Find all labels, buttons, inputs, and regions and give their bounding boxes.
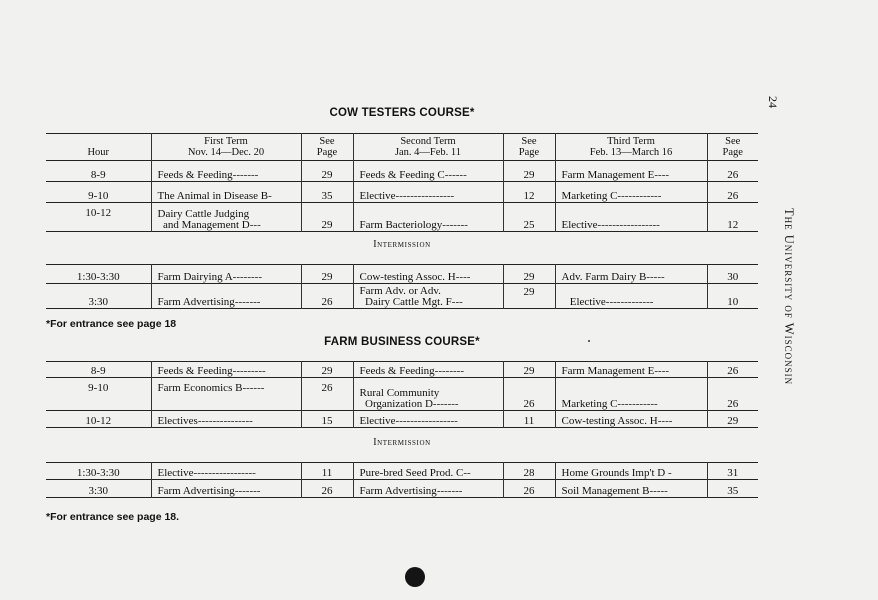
course-cell: Farm Economics B------ — [151, 378, 301, 411]
course-cell: Farm Dairying A-------- — [151, 265, 301, 284]
intermission-label: Intermission — [373, 437, 431, 448]
page-cell: 29 — [301, 265, 353, 284]
page-cell: 29 — [503, 284, 555, 309]
header-see-page-1: See Page — [301, 134, 353, 161]
page-cell: 26 — [301, 378, 353, 411]
course-cell: Farm Bacteriology------- — [353, 202, 503, 231]
page-cell: 26 — [301, 284, 353, 309]
course-cell: Farm Advertising------- — [151, 284, 301, 309]
course-cell: Feeds & Feeding C------ — [353, 160, 503, 181]
table-row — [46, 160, 758, 181]
header-first-term: First Term Nov. 14—Dec. 20 — [151, 134, 301, 161]
course-cell: Electives--------------- — [151, 411, 301, 428]
page-cell: 11 — [503, 411, 555, 428]
hour-cell: 9-10 — [88, 189, 109, 202]
header-third-term: Third Term Feb. 13—March 16 — [555, 134, 707, 161]
running-head: The University of Wisconsin — [782, 208, 796, 386]
course-cell: Feeds & Feeding-------- — [353, 362, 503, 378]
hour-cell: 10-12 — [85, 415, 112, 427]
page-cell: 29 — [707, 411, 758, 428]
course-cell: Feeds & Feeding--------- — [151, 362, 301, 378]
hour-cell: 8-9 — [90, 168, 106, 181]
page-cell: 26 — [503, 378, 555, 411]
course-cell: Cow-testing Assoc. H---- — [353, 265, 503, 284]
entrance-note: *For entrance see page 18. — [46, 511, 180, 523]
farm-course-title: FARM BUSINESS COURSE* — [324, 336, 480, 348]
table-row — [46, 284, 758, 309]
course-cell: Elective---------------- — [353, 181, 503, 202]
page-cell: 29 — [503, 160, 555, 181]
page-cell: 30 — [707, 265, 758, 284]
course-cell: Pure-bred Seed Prod. C-- — [353, 463, 503, 480]
page-cell: 12 — [503, 181, 555, 202]
page-cell: 29 — [503, 362, 555, 378]
course-cell: Farm Management E---- — [555, 362, 707, 378]
course-cell: Elective------------- — [555, 284, 707, 309]
page-cell: 31 — [707, 463, 758, 480]
course-cell: Rural Community Organization D------- — [353, 378, 503, 411]
table-row — [46, 265, 758, 284]
page-cell: 29 — [503, 265, 555, 284]
page-cell: 11 — [301, 463, 353, 480]
course-cell: Elective----------------- — [555, 202, 707, 231]
ink-blot — [405, 567, 425, 587]
course-cell: Home Grounds Imp't D - — [555, 463, 707, 480]
page-cell: 29 — [301, 362, 353, 378]
page-cell: 35 — [707, 480, 758, 498]
page-cell: 15 — [301, 411, 353, 428]
table-row — [46, 378, 758, 411]
header-see-page-3: See Page — [707, 134, 758, 161]
page-cell: 26 — [707, 362, 758, 378]
page-cell: 26 — [503, 480, 555, 498]
table-row — [46, 181, 758, 202]
cow-course-title: COW TESTERS COURSE* — [329, 107, 475, 119]
page-cell: 26 — [707, 160, 758, 181]
header-second-term: Second Term Jan. 4—Feb. 11 — [353, 134, 503, 161]
page-cell: 28 — [503, 463, 555, 480]
page-cell: 29 — [301, 160, 353, 181]
cow-course-afternoon — [46, 264, 758, 309]
course-cell: Soil Management B----- — [555, 480, 707, 498]
table-row — [46, 411, 758, 428]
farm-course-morning — [46, 361, 758, 428]
course-cell: Marketing C------------ — [555, 181, 707, 202]
page-cell: 29 — [301, 202, 353, 231]
table-row — [46, 480, 758, 498]
page-number: 24 — [766, 96, 780, 108]
header-see-page-2: See Page — [503, 134, 555, 161]
table-row — [46, 202, 758, 231]
hour-cell: 8-9 — [90, 365, 106, 377]
course-cell: Cow-testing Assoc. H---- — [555, 411, 707, 428]
cow-course-header — [46, 133, 758, 161]
entrance-note: *For entrance see page 18 — [46, 318, 177, 330]
page-cell: 26 — [301, 480, 353, 498]
hour-cell: 3:30 — [88, 296, 109, 308]
course-cell: Feeds & Feeding------- — [151, 160, 301, 181]
hour-cell: 3:30 — [88, 485, 109, 497]
hour-cell: 1:30-3:30 — [76, 271, 120, 283]
page-cell: 26 — [707, 378, 758, 411]
hour-cell: 10-12 — [85, 206, 112, 219]
header-hour: Hour — [87, 147, 110, 158]
course-cell: Farm Adv. or Adv. Dairy Cattle Mgt. F--- — [353, 284, 503, 309]
hour-cell: 1:30-3:30 — [76, 467, 120, 479]
page-cell: 26 — [707, 181, 758, 202]
course-cell: Adv. Farm Dairy B----- — [555, 265, 707, 284]
page-cell: 35 — [301, 181, 353, 202]
page-cell: 10 — [707, 284, 758, 309]
intermission-label: Intermission — [373, 239, 431, 250]
table-row — [46, 362, 758, 378]
course-cell: Dairy Cattle Judging and Management D--- — [151, 202, 301, 231]
course-cell: Marketing C----------- — [555, 378, 707, 411]
page-cell: 25 — [503, 202, 555, 231]
hour-cell: 9-10 — [88, 382, 109, 394]
course-cell: Farm Advertising------- — [353, 480, 503, 498]
cow-course-morning — [46, 160, 758, 232]
course-cell: Elective----------------- — [353, 411, 503, 428]
farm-course-afternoon — [46, 462, 758, 498]
course-cell: Farm Management E---- — [555, 160, 707, 181]
table-row — [46, 463, 758, 480]
page-cell: 12 — [707, 202, 758, 231]
course-cell: Elective----------------- — [151, 463, 301, 480]
course-cell: The Animal in Disease B- — [151, 181, 301, 202]
course-cell: Farm Advertising------- — [151, 480, 301, 498]
